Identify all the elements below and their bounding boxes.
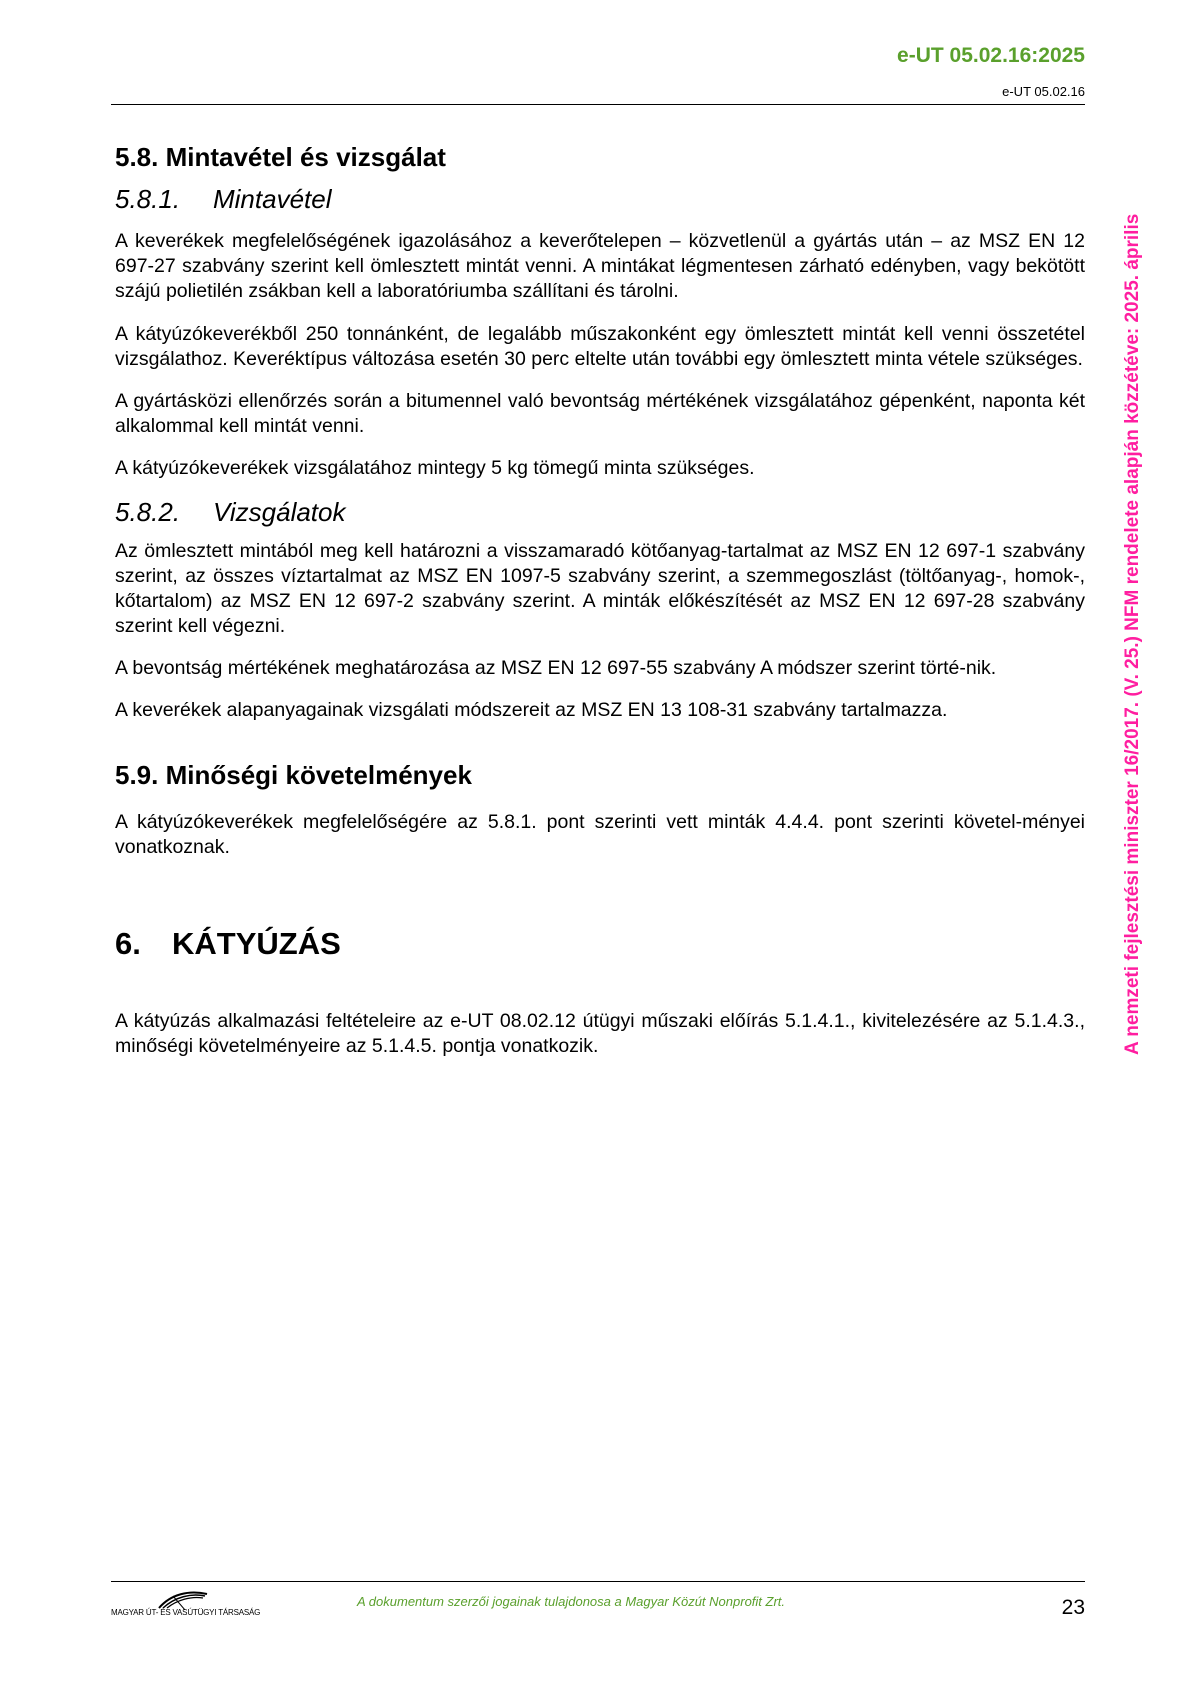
paragraph: A kátyúzókeverékből 250 tonnánként, de legalább műszakonként egy ömlesztett mintát kell venni összetétel vizsgálathoz. Keveréktípus változása esetén 30 perc eltelte után további egy ömlesztett minta vétele szükséges. bbox=[115, 323, 1085, 370]
footer-divider bbox=[111, 1581, 1085, 1582]
paragraph: A kátyúzókeverékek megfelelőségére az 5.8.1. pont szerinti vett minták 4.4.4. pont szerinti követel-ményei vonatkoznak. bbox=[115, 811, 1085, 858]
section-5-9-heading: 5.9. Minőségi követelmények bbox=[115, 760, 472, 790]
page-number: 23 bbox=[1061, 1596, 1085, 1619]
swoosh-icon bbox=[111, 1584, 271, 1610]
chapter-number: 6. bbox=[115, 926, 141, 961]
paragraph: A bevontság mértékének meghatározása az MSZ EN 12 697-55 szabvány A módszer szerint törté-nik. bbox=[115, 657, 997, 679]
section-number: 5.8.2. bbox=[115, 497, 181, 527]
society-logo bbox=[111, 1584, 271, 1624]
section-5-8-1-heading bbox=[115, 182, 1085, 216]
document-code-short: e-UT 05.02.16 bbox=[1002, 84, 1085, 99]
paragraph: Az ömlesztett mintából meg kell határozni a visszamaradó kötőanyag-tartalmat az MSZ EN 12 697-1 szabvány szerint, az összes víztartalmat az MSZ EN 1097-5 szabvány szerint, a szemmegoszlást (töltőanyag-, homok-, kőtartalom) az MSZ EN 12 697-2 szabvány szerint. A minták előkészítését az MSZ EN 12 697-28 szabvány szerint kell végezni. bbox=[115, 540, 1085, 637]
section-5-8-2-heading bbox=[115, 495, 1085, 529]
chapter-title: KÁTYÚZÁS bbox=[172, 926, 341, 961]
paragraph: A gyártásközi ellenőrzés során a bitumennel való bevontság mértékének vizsgálatához gépenként, naponta két alkalommal kell mintát venni. bbox=[115, 390, 1085, 437]
header-divider bbox=[111, 104, 1085, 105]
chapter-6-heading bbox=[115, 924, 1085, 964]
paragraph: A keverékek megfelelőségének igazolásához a keverőtelepen – közvetlenül a gyártás után – az MSZ EN 12 697-27 szabvány szerint kell ömlesztett mintát venni. A mintákat légmentesen zárható edényben, vagy bekötött szájú polietilén zsákban kell a laboratóriumba szállítani és tárolni. bbox=[115, 230, 1085, 302]
paragraph: A kátyúzás alkalmazási feltételeire az e-UT 08.02.12 útügyi műszaki előírás 5.1.4.1., kivitelezésére az 5.1.4.3., minőségi követelményeire az 5.1.4.5. pontja vonatkozik. bbox=[115, 1010, 1085, 1057]
paragraph: A kátyúzókeverékek vizsgálatához mintegy 5 kg tömegű minta szükséges. bbox=[115, 457, 755, 479]
section-5-8-heading: 5.8. Mintavétel és vizsgálat bbox=[115, 142, 446, 172]
page-content bbox=[115, 140, 1085, 1059]
paragraph: A keverékek alapanyagainak vizsgálati módszereit az MSZ EN 13 108-31 szabvány tartalmazza. bbox=[115, 699, 948, 721]
section-number: 5.8.1. bbox=[115, 184, 181, 214]
logo-text: MAGYAR ÚT- ÉS VASÚTÜGYI TÁRSASÁG bbox=[111, 1608, 261, 1617]
section-title: Vizsgálatok bbox=[213, 497, 346, 527]
document-code: e-UT 05.02.16:2025 bbox=[897, 44, 1085, 67]
section-title: Mintavétel bbox=[213, 184, 332, 214]
copyright-notice: A dokumentum szerzői jogainak tulajdonosa a Magyar Közút Nonprofit Zrt. bbox=[357, 1594, 786, 1609]
publication-side-note: A nemzeti fejlesztési miniszter 16/2017. (V. 25.) NFM rendelete alapján közzétéve: 2025. április bbox=[1122, 213, 1143, 1055]
